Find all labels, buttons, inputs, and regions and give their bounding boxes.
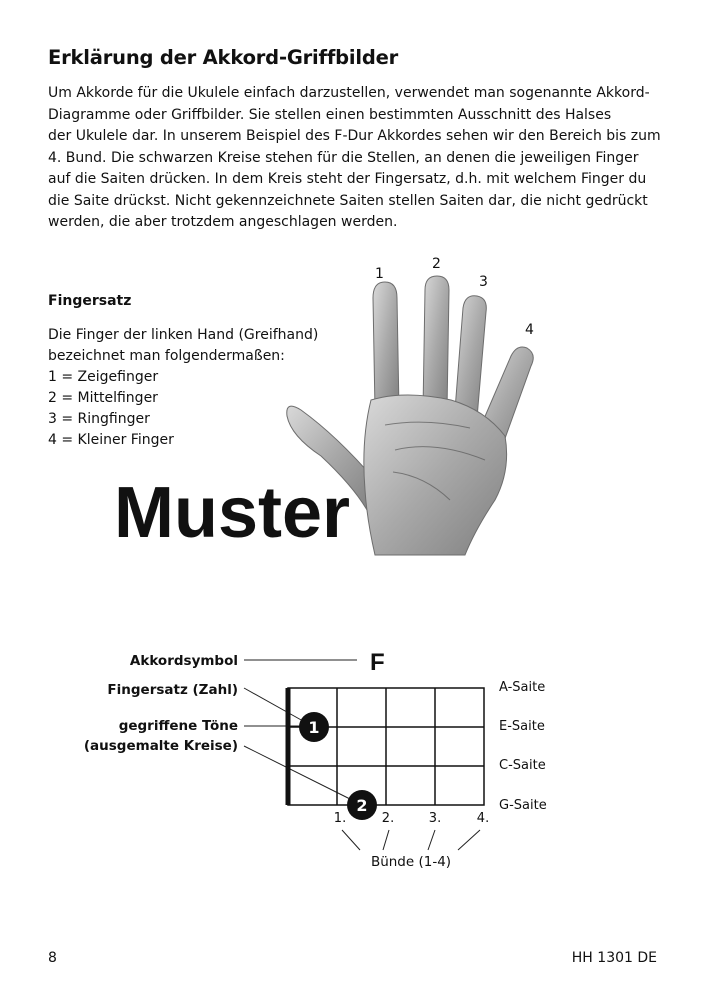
hand-label-1: 1 (375, 266, 384, 282)
intro-paragraph (48, 83, 660, 234)
hand-label-2: 2 (432, 256, 441, 272)
finger-dot-2-label: 2 (356, 796, 368, 815)
page-title: Erklärung der Akkord-Griffbilder (48, 46, 399, 69)
watermark-muster: Muster (114, 473, 351, 553)
bunde-label: Bünde (1-4) (370, 854, 452, 870)
hand-label-3: 3 (479, 274, 488, 290)
chord-symbol: F (370, 649, 385, 676)
label-gegriffene-toene: gegriffene Töne (118, 718, 238, 734)
leader-bund-4 (458, 830, 480, 850)
intro-line: der Ukulele dar. In unserem Beispiel des F-Dur Akkordes sehen wir den Bereich bis zum (48, 128, 661, 144)
index-finger (373, 282, 399, 410)
fingersatz-heading: Fingersatz (48, 293, 132, 309)
intro-line: die Saite drückst. Nicht gekennzeichnete Saiten stellen Saiten dar, die nicht gedrückt (48, 192, 648, 209)
intro-line: Diagramme oder Griffbilder. Sie stellen einen bestimmten Ausschnitt des Halses (48, 106, 612, 123)
fingersatz-line: Die Finger der linken Hand (Greifhand) (48, 327, 319, 343)
finger-dot-2 (347, 790, 377, 820)
middle-finger (423, 276, 449, 410)
hand-label-4: 4 (525, 322, 534, 338)
palm (364, 395, 507, 555)
intro-line: auf die Saiten drücken. In dem Kreis steht der Fingersatz, d.h. mit welchem Finger du (48, 171, 647, 187)
leader-bund-3 (428, 830, 435, 850)
page-number: 8 (48, 950, 57, 966)
string-label-c: C-Saite (499, 758, 546, 773)
fingersatz-line: 3 = Ringfinger (48, 411, 150, 427)
label-ausgemalte-kreise: (ausgemalte Kreise) (83, 738, 238, 754)
label-fingersatz: Fingersatz (Zahl) (107, 682, 238, 698)
fret-number-2: 2. (381, 811, 395, 826)
string-label-g: G-Saite (499, 798, 547, 813)
finger-dot-1 (299, 712, 329, 742)
label-akkordsymbol: Akkordsymbol (129, 653, 238, 669)
fingersatz-line: bezeichnet man folgendermaßen: (48, 348, 285, 364)
leader-toene-2 (244, 746, 352, 800)
chord-diagram (0, 630, 705, 890)
leader-bund-2 (383, 830, 389, 850)
finger-dot-1-label: 1 (308, 718, 320, 737)
fingersatz-line: 2 = Mittelfinger (48, 390, 158, 406)
fret-number-3: 3. (428, 811, 442, 826)
fret-number-4: 4. (476, 811, 490, 826)
fret-number-1: 1. (333, 811, 347, 826)
leader-bund-1 (342, 830, 360, 850)
intro-line: Um Akkorde für die Ukulele einfach darzustellen, verwendet man sogenannte Akkord- (48, 85, 650, 101)
footer-code: HH 1301 DE (571, 950, 657, 966)
intro-line: werden, die aber trotzdem angeschlagen werden. (48, 214, 398, 230)
string-label-a: A-Saite (499, 680, 546, 695)
ring-finger (455, 296, 486, 418)
fingersatz-line: 4 = Kleiner Finger (48, 432, 174, 448)
fingersatz-line: 1 = Zeigefinger (48, 369, 159, 385)
intro-line: 4. Bund. Die schwarzen Kreise stehen für die Stellen, an denen die jeweiligen Finger (48, 149, 639, 166)
string-label-e: E-Saite (499, 719, 545, 734)
leader-fingersatz (244, 688, 303, 721)
